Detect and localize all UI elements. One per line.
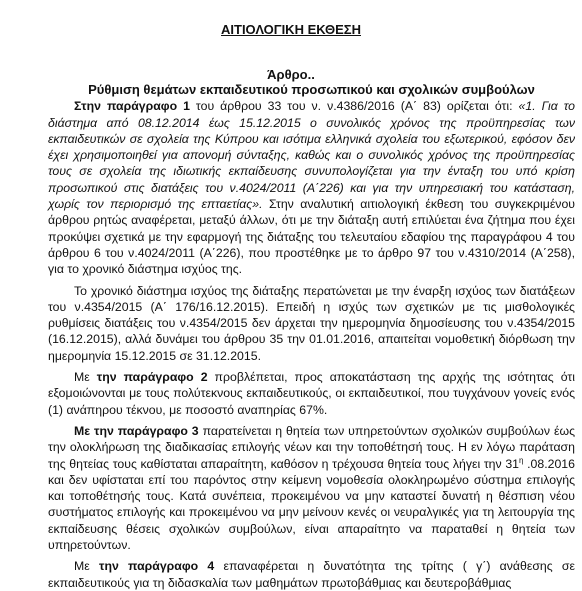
paragraph-1-label: Στην παράγραφο 1: [74, 99, 190, 114]
paragraph-1-quote: «1. Για το διάστημα από 08.12.2014 έως 15.12.2015 ο συνολικός χρόνος της προϋπηρεσίας των εκπαιδευτικών σε σχολεία της Κύπρου και ισότιμα ελληνικά σχολεία του εξωτερικού, εφόσον δεν έχει χρησιμοποιηθεί για απονομή σύνταξης, καθώς και ο συνολικός χρόνος της προϋπηρεσίας τους σε σχολεία της ιδιωτικής εκπαίδευσης συνυπολογίζεται για την ένταξη του υπό κρίση προσωπικού στις διατάξεις του ν.4024/2011 (Α΄226) και για την υπηρεσιακή του κατάσταση, χωρίς τον περιορισμό της επταετίας».: [48, 99, 576, 212]
document-title: ΑΙΤΙΟΛΟΓΙΚΗ ΕΚΘΕΣΗ: [221, 22, 361, 37]
paragraph-3: [48, 369, 575, 418]
paragraph-2: Το χρονικό διάστημα ισχύος της διάταξης περατώνεται με την έναρξη ισχύος των διατάξεων του ν.4354/2015 (Α΄ 176/16.12.2015). Επειδή η ισχύς των σχετικών με τις μισθολογικές ρυθμίσεις διατάξεις του ν.4354/2015 δεν άρχεται την ημερομηνία δημοσίευσης του ν.4354/2015 (16.12.2015), αλλά δυνάμει του άρθρου 35 την 01.01.2016, απαιτείται νομοθετική διόρθωση την ημερομηνία 15.12.2015 σε 31.12.2015.: [48, 283, 575, 363]
paragraph-3-label: την παράγραφο 2: [96, 370, 208, 385]
paragraph-4-text-a: παρατείνεται η θητεία των υπηρετούντων σχολικών συμβούλων έως την ολοκλήρωση της διαδικασίας επιλογής νέων και την τοποθέτησή τους. Η εν λόγω παράταση της θητείας τους καθίσταται απαραίτητη, καθόσον η τρέχουσα θητεία τους λήγει την 31: [48, 423, 575, 471]
paragraph-1-text: του άρθρου 33 του ν. ν.4386/2016 (Α΄ 83) ορίζεται ότι:: [189, 99, 519, 114]
paragraph-4-text-b: .08.2016 και δεν υφίσταται επί του παρόντος στην κείμενη νομοθεσία ολοκληρωμένο σύστημα επιλογής και τοποθέτησής τους. Κατά συνέπεια, προκειμένου να μην καταστεί δυνατή η θέσπιση νέου συστήματος επιλογής και προκειμένου να μην μείνουν κενές οι νευραλγικές για τη λειτουργία της εκπαίδευσης θέσεις σχολικών συμβούλων, είναι απαραίτητο να παραταθεί η θητεία των υπηρετούντων.: [48, 456, 575, 553]
document-body: [48, 82, 575, 591]
article-heading: Άρθρο..: [267, 67, 315, 82]
paragraph-3-text: προβλέπεται, προς αποκατάσταση της αρχής της ισότητας ότι εξομοιώνονται με τους πολύτεκνους εκπαιδευτικούς, οι εκπαιδευτικοί, που τυγχάνουν γονείς ενός (1) ανάπηρου τέκνου, με ποσοστό αναπηρίας 67%.: [48, 370, 575, 417]
paragraph-3-pre: Με: [74, 370, 97, 385]
paragraph-4: [48, 423, 575, 553]
subject-heading: Ρύθμιση θεμάτων εκπαιδευτικού προσωπικού και σχολικών συμβούλων: [88, 82, 535, 97]
paragraph-5-text: επαναφέρεται η δυνατότητα της τρίτης ( γ΄) ανάθεσης σε εκπαιδευτικούς για τη διδασκαλία των μαθημάτων πρωτοβάθμιας και δευτεροβάθμιας: [48, 559, 576, 590]
paragraph-5: [48, 558, 575, 591]
paragraph-5-pre: Με: [74, 559, 99, 574]
paragraph-4-sup: η: [519, 455, 524, 465]
paragraph-1: [48, 98, 575, 277]
paragraph-1-rest: Στην αναλυτική αιτιολογική έκθεση του συγκεκριμένου άρθρου ρητώς αναφέρεται, μεταξύ άλλων, ότι με την διάταξη αυτή επιλύεται ένα ζήτημα που έχει προκύψει σχετικά με την εφαρμογή της διάταξης του τελευταίου εδαφίου της παραγράφου 4 του άρθρου 6 του ν.4024/2011 (Α΄226), που προστέθηκε με το άρθρο 97 του ν.4310/2014 (Α΄258), για το χρονικό διάστημα ισχύος της.: [48, 197, 576, 277]
paragraph-5-label: την παράγραφο 4: [98, 559, 215, 574]
paragraph-4-label: Με την παράγραφο 3: [74, 423, 199, 438]
